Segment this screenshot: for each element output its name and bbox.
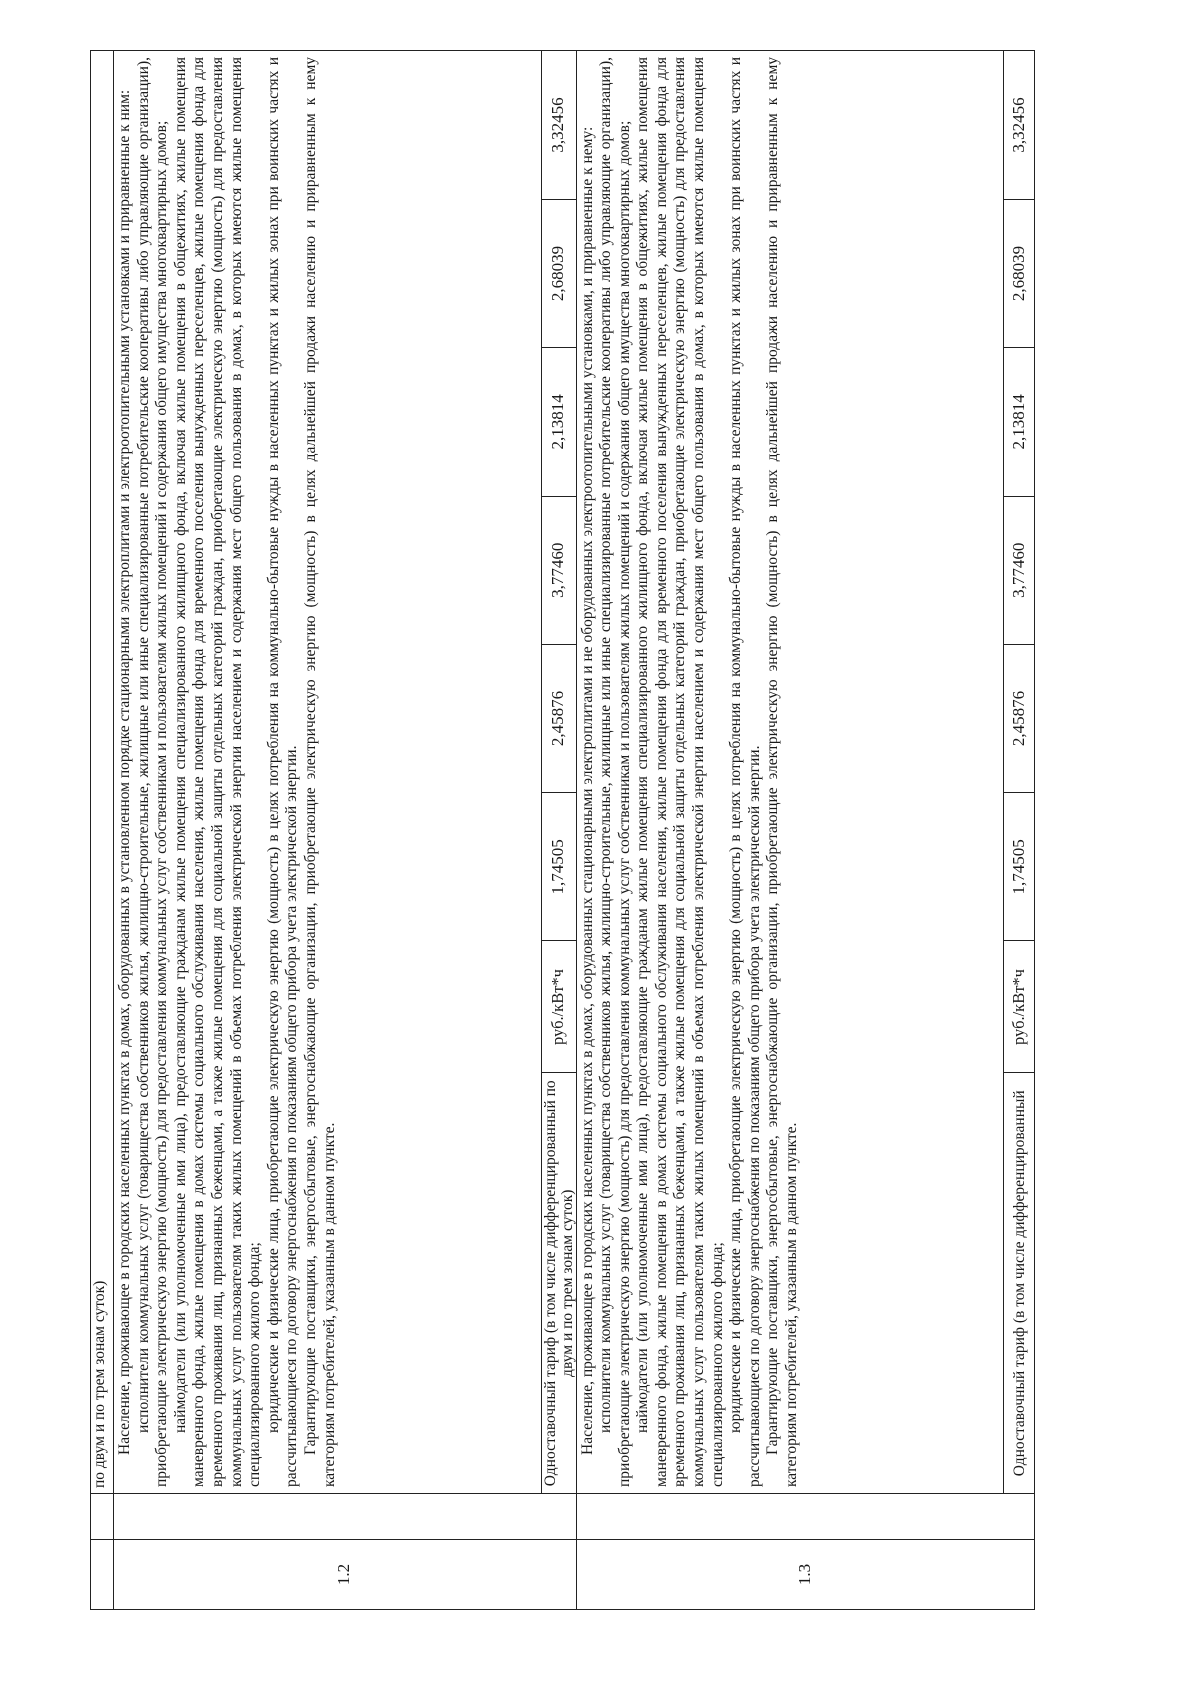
tariff-value: 3,77460 [1004,496,1034,644]
tariff-table [90,50,1035,1610]
paragraph-suppliers: Гарантирующие поставщики, энергосбытовые, энергоснабжающие организации, приобретающие электрическую энергию (мощность) в целях дальнейшей продажи населению и приравненным к нему категориям потребителей, указанным в данном пункте. [301,57,338,1487]
paragraph-utility-providers: исполнители коммунальных услуг (товарищества собственников жилья, жилищно-строительные, жилищные или иные специализированные потребительские кооперативы либо управляющие организации), приобретающие электрическую энергию (мощность) для предоставления коммунальных услуг собственникам и пользователям жилых помещений и содержания общего имущества многоквартирных домов; [597,57,633,1487]
paragraph-utility-providers: исполнители коммунальных услуг (товарищества собственников жилья, жилищно-строительные, жилищные или иные специализированные потребительские кооперативы либо управляющие организации), приобретающие электрическую энергию (мощность) для предоставления коммунальных услуг собственникам и пользователям жилых помещений и содержания общего имущества многоквартирных домов; [134,57,171,1487]
paragraph-population: Население, проживающее в городских населенных пунктах в домах, оборудованных в установленном порядке стационарными электроплитами и электроотопительными установками и приравненные к ним: [116,89,133,1455]
tariff-value: 2,13814 [542,348,576,496]
paragraph-suppliers: Гарантирующие поставщики, энергосбытовые, энергоснабжающие организации, приобретающие электрическую энергию (мощность) в целях дальнейшей продажи населению и приравненным к нему категориям потребителей, указанным в данном пункте. [764,57,801,1487]
section-text-cell [576,51,1004,1494]
tariff-value: 2,68039 [1004,199,1034,347]
section-number: 1.2 [114,1540,577,1610]
tariff-value: 1,74505 [542,793,576,941]
tariff-values-table [542,51,576,1493]
tariff-label: Одноставочный тариф (в том числе дифференцированный по двум и по трем зонам суток) [541,1080,576,1487]
tariff-row-cell [1004,51,1035,1494]
spacer-cell [576,1494,1035,1540]
tariff-row-cell [541,51,576,1494]
tariff-value: 2,45876 [1004,644,1034,792]
tariff-values-table [1004,51,1034,1493]
spacer-cell [91,1494,114,1540]
spacer-cell [114,1494,577,1540]
tariff-value: 3,32456 [1004,51,1034,199]
section-text-cell [114,51,542,1494]
paragraph-legal-entities: юридические и физические лица, приобретающие электрическую энергию (мощность) в целях потребления на коммунально-бытовые нужды в населенных пунктах и жилых зонах при воинских частях и рассчитывающиеся по договору энергоснабжения по показаниям общего прибора учета электрической энергии. [727,57,763,1487]
tariff-unit: руб./кВт*ч [1004,941,1034,1073]
tariff-label: Одноставочный тариф (в том числе дифференцированный [1010,1090,1028,1477]
tariff-value: 3,77460 [542,496,576,644]
table-row-section-1-3 [576,51,1004,1610]
tariff-value: 1,74505 [1004,793,1034,941]
table-row-tariff-1-3 [1004,51,1035,1610]
tariff-value: 2,68039 [542,199,576,347]
paragraph-landlords: наймодатели (или уполномоченные ими лица), предоставляющие гражданам жилые помещения специализированного жилищного фонда, включая жилые помещения в общежитиях, жилые помещения маневренного фонда, жилые помещения в домах системы социального обслуживания населения, жилые помещения фонда для временного поселения вынужденных переселенцев, жилые помещения фонда для временного проживания лиц, признанных беженцами, а также жилые помещения для социальной защиты отдельных категорий граждан, приобретающие электрическую энергию (мощность) для предоставления коммунальных услуг пользователям таких жилых помещений в объемах потребления электрической энергии населением и содержания мест общего пользования в домах, в которых имеются жилые помещения специализированного жилого фонда; [634,57,726,1487]
tariff-value: 2,13814 [1004,348,1034,496]
paragraph-legal-entities: юридические и физические лица, приобретающие электрическую энергию (мощность) в целях потребления на коммунально-бытовые нужды в населенных пунктах и жилых зонах при воинских частях и рассчитывающиеся по договору энергоснабжения по показаниям общего прибора учета электрической энергии. [264,57,301,1487]
paragraph-landlords: наймодатели (или уполномоченные ими лица), предоставляющие гражданам жилые помещения специализированного жилищного фонда, включая жилые помещения в общежитиях, жилые помещения маневренного фонда, жилые помещения в домах системы социального обслуживания населения, жилые помещения фонда для временного поселения вынужденных переселенцев, жилые помещения фонда для временного проживания лиц, признанных беженцами, а также жилые помещения для социальной защиты отдельных категорий граждан, приобретающие электрическую энергию (мощность) для предоставления коммунальных услуг пользователям таких жилых помещений в объемах потребления электрической энергии населением и содержания мест общего пользования в домах, в которых имеются жилые помещения специализированного жилого фонда; [171,57,264,1487]
section-number: 1.3 [576,1540,1035,1610]
table-row-header-continuation [91,51,114,1610]
tariff-value: 2,45876 [542,644,576,792]
rotated-page [90,50,1035,1610]
number-cell-empty [91,1540,114,1610]
table-row-tariff-1-2 [541,51,576,1610]
paragraph-population: Население, проживающее в городских населенных пунктах в домах, оборудованных стационарными электроплитами и не оборудованных электроотопительными установками, и приравненные к нему: [578,126,596,1455]
header-continuation-text: по двум и по трем зонам суток) [91,51,114,1494]
tariff-value: 3,32456 [542,51,576,199]
table-row-section-1-2 [114,51,542,1610]
tariff-unit: руб./кВт*ч [542,941,576,1073]
